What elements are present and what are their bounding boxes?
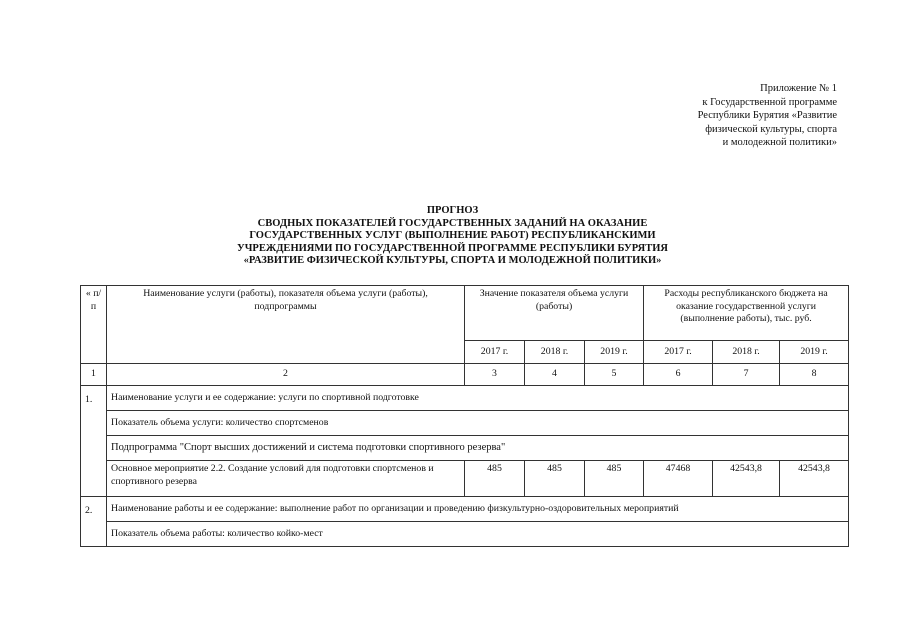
section1-subprogram-row bbox=[81, 436, 849, 461]
section1-subprogram: Подпрограмма "Спорт высших достижений и система подготовки спортивного резерва" bbox=[107, 436, 849, 461]
col-number: 4 bbox=[525, 364, 585, 386]
year-cell: 2017 г. bbox=[465, 341, 525, 364]
title-line: ГОСУДАРСТВЕННЫХ УСЛУГ (ВЫПОЛНЕНИЕ РАБОТ) РЕСПУБЛИКАНСКИМИ bbox=[249, 230, 656, 242]
col-number: 6 bbox=[644, 364, 713, 386]
section2-num: 2. bbox=[81, 497, 107, 547]
year-cell: 2019 г. bbox=[780, 341, 849, 364]
activity-value: 485 bbox=[525, 461, 585, 497]
year-cell: 2018 г. bbox=[713, 341, 780, 364]
activity-name: Основное мероприятие 2.2. Создание условий для подготовки спортсменов и спортивного резерва bbox=[107, 461, 465, 497]
col-number: 1 bbox=[81, 364, 107, 386]
section1-indicator-row bbox=[81, 411, 849, 436]
activity-value: 485 bbox=[585, 461, 644, 497]
section1-num: 1. bbox=[81, 386, 107, 497]
forecast-table bbox=[80, 285, 849, 547]
section2-indicator: Показатель объема работы: количество койко-мест bbox=[107, 522, 849, 547]
header-budget: Расходы республиканского бюджета на оказание государственной услуги (выполнение работы), тыс. руб. bbox=[644, 286, 849, 341]
title-line: «РАЗВИТИЕ ФИЗИЧЕСКОЙ КУЛЬТУРЫ, СПОРТА И МОЛОДЕЖНОЙ ПОЛИТИКИ» bbox=[243, 255, 662, 267]
title-line: УЧРЕЖДЕНИЯМИ ПО ГОСУДАРСТВЕННОЙ ПРОГРАММЕ РЕСПУБЛИКИ БУРЯТИЯ bbox=[237, 242, 668, 254]
col-number: 5 bbox=[585, 364, 644, 386]
document-title bbox=[0, 205, 905, 268]
col-number: 3 bbox=[465, 364, 525, 386]
section1-service: Наименование услуги и ее содержание: услуги по спортивной подготовке bbox=[107, 386, 849, 411]
col-number: 2 bbox=[107, 364, 465, 386]
column-numbers-row bbox=[81, 364, 849, 386]
section1-indicator: Показатель объема услуги: количество спортсменов bbox=[107, 411, 849, 436]
appendix-line: Приложение № 1 bbox=[760, 83, 837, 94]
appendix-note bbox=[698, 82, 837, 150]
col-number: 7 bbox=[713, 364, 780, 386]
appendix-line: Республики Бурятия «Развитие bbox=[697, 110, 837, 121]
activity-value: 42543,8 bbox=[713, 461, 780, 497]
section1-service-row bbox=[81, 386, 849, 411]
table-header-row bbox=[81, 286, 849, 341]
section2-indicator-row bbox=[81, 522, 849, 547]
header-volume: Значение показателя объема услуги (работы) bbox=[465, 286, 644, 341]
section2-service-row bbox=[81, 497, 849, 522]
header-name: Наименование услуги (работы), показателя объема услуги (работы), подпрограммы bbox=[107, 286, 465, 364]
year-cell: 2018 г. bbox=[525, 341, 585, 364]
activity-value: 42543,8 bbox=[780, 461, 849, 497]
appendix-line: к Государственной программе bbox=[702, 96, 837, 108]
header-num: « п/п bbox=[81, 286, 107, 364]
appendix-line: и молодежной политики» bbox=[722, 137, 837, 148]
title-line: ПРОГНОЗ bbox=[426, 205, 479, 216]
col-number: 8 bbox=[780, 364, 849, 386]
year-cell: 2019 г. bbox=[585, 341, 644, 364]
title-line: СВОДНЫХ ПОКАЗАТЕЛЕЙ ГОСУДАРСТВЕННЫХ ЗАДАНИЙ НА ОКАЗАНИЕ bbox=[257, 217, 648, 229]
year-cell: 2017 г. bbox=[644, 341, 713, 364]
appendix-line: физической культуры, спорта bbox=[705, 123, 837, 135]
section1-activity-row bbox=[81, 461, 849, 497]
section2-service: Наименование работы и ее содержание: выполнение работ по организации и проведению физкультурно-оздоровительных мероприятий bbox=[107, 497, 849, 522]
activity-value: 47468 bbox=[644, 461, 713, 497]
activity-value: 485 bbox=[465, 461, 525, 497]
